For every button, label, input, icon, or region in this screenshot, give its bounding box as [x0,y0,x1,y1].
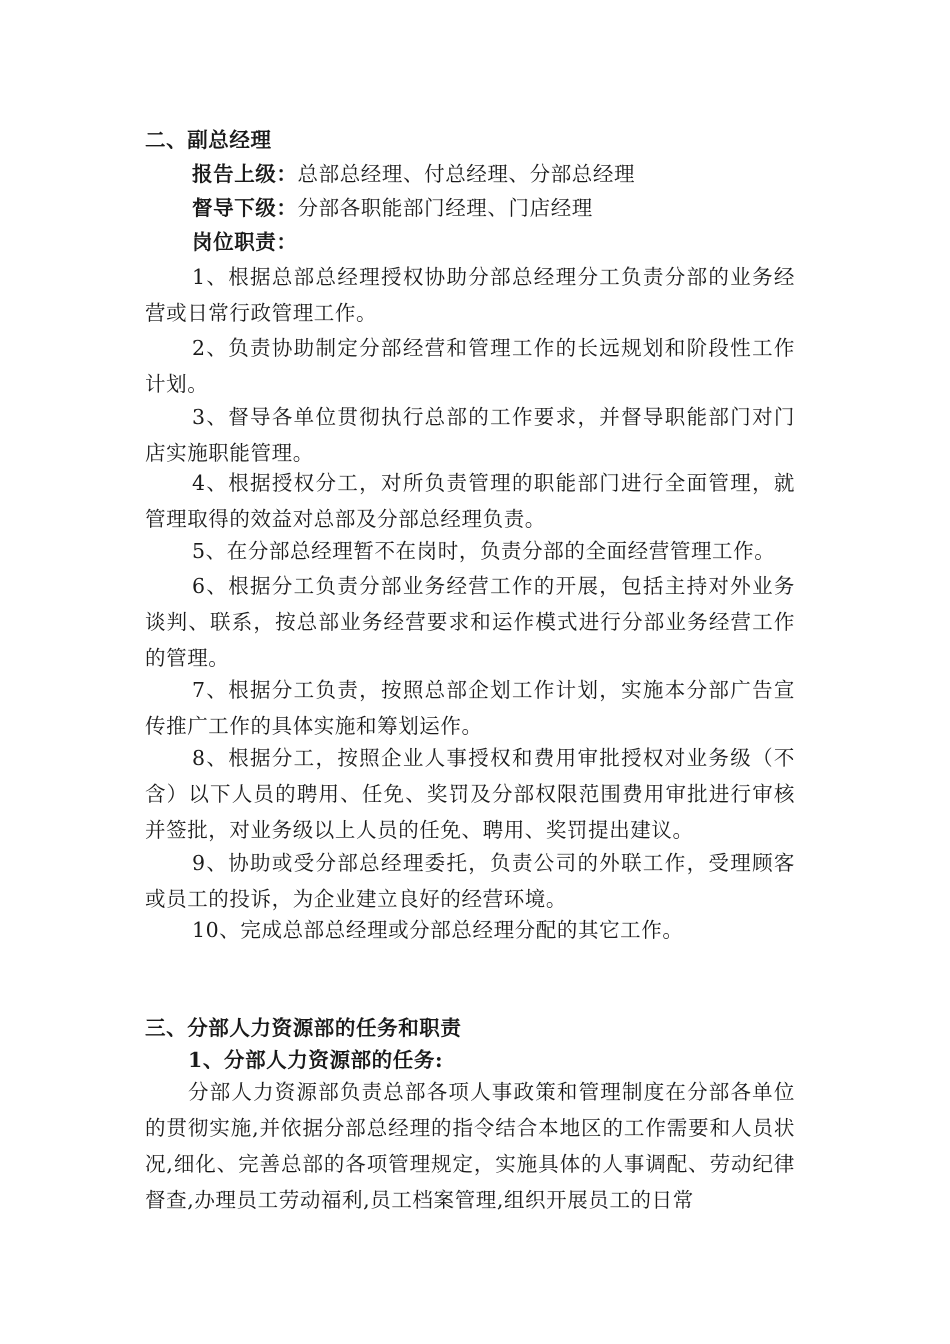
supervise-value: 分部各职能部门经理、门店经理 [297,196,593,220]
duty-item-2: 2、负责协助制定分部经营和管理工作的长远规划和阶段性工作计划。 [145,336,795,396]
duty-item-8: 8、根据分工，按照企业人事授权和费用审批授权对业务级（不含）以下人员的聘用、任免、奖罚及分部权限范围费用审批进行审核并签批，对业务级以上人员的任免、聘用、奖罚提出建议。 [145,746,795,842]
report-to-value: 总部总经理、付总经理、分部总经理 [297,162,636,186]
supervise-label: 督导下级： [192,196,298,220]
duty-item-1: 1、根据总部总经理授权协助分部总经理分工负责分部的业务经营或日常行政管理工作。 [145,265,795,325]
hr-task-body: 分部人力资源部负责总部各项人事政策和管理制度在分部各单位的贯彻实施,并依据分部总经理的指令结合本地区的工作需要和人员状况,细化、完善总部的各项管理规定，实施具体的人事调配、劳动纪律督查,办理员工劳动福利,员工档案管理,组织开展员工的日常 [145,1080,795,1212]
duty-item-9: 9、协助或受分部总经理委托，负责公司的外联工作，受理顾客或员工的投诉，为企业建立良好的经营环境。 [145,851,795,911]
duty-item-6: 6、根据分工负责分部业务经营工作的开展，包括主持对外业务谈判、联系，按总部业务经营要求和运作模式进行分部业务经营工作的管理。 [145,574,795,670]
report-to-line [192,164,635,185]
report-to-label: 报告上级： [192,162,298,186]
duty-item-10: 10、完成总部总经理或分部总经理分配的其它工作。 [192,918,684,942]
duty-item-7: 7、根据分工负责，按照总部企划工作计划，实施本分部广告宣传推广工作的具体实施和筹划运作。 [145,678,795,738]
hr-task-subheading: 1、分部人力资源部的任务: [188,1048,444,1072]
duty-item-3: 3、督导各单位贯彻执行总部的工作要求，并督导职能部门对门店实施职能管理。 [145,405,795,465]
duties-label: 岗位职责： [192,230,298,254]
section-heading-deputy-gm: 二、副总经理 [145,128,272,152]
duty-item-4: 4、根据授权分工，对所负责管理的职能部门进行全面管理，就管理取得的效益对总部及分部总经理负责。 [145,471,795,531]
supervise-line [192,198,593,219]
section-heading-hr: 三、分部人力资源部的任务和职责 [145,1016,462,1040]
duty-item-5: 5、在分部总经理暂不在岗时，负责分部的全面经营管理工作。 [192,539,776,563]
